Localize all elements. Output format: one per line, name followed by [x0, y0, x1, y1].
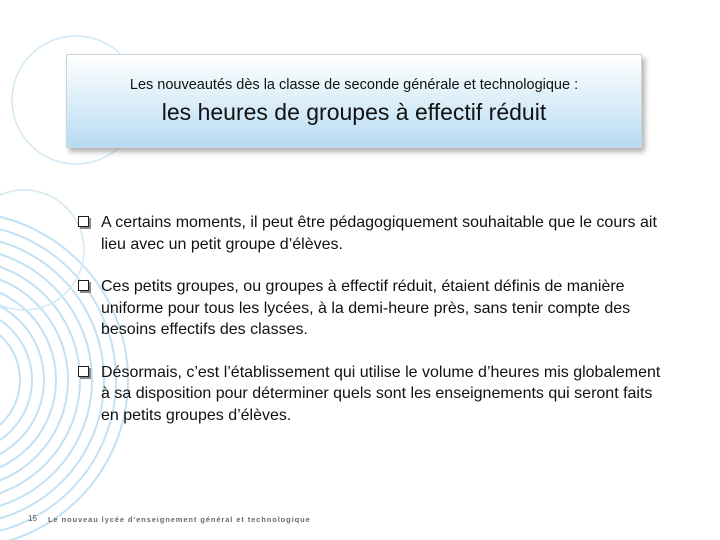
footer-text: Le nouveau lycée d'enseignement général et technologique	[48, 515, 311, 524]
bullet-text: A certains moments, il peut être pédagogiquement souhaitable que le cours ait lieu avec un petit groupe d’élèves.	[101, 214, 657, 253]
title-box	[66, 54, 642, 148]
checkbox-bullet-icon	[78, 216, 89, 227]
page-number: 15	[28, 514, 37, 523]
bullet-item	[78, 362, 668, 427]
bullet-item	[78, 276, 668, 341]
bullet-list	[78, 212, 668, 447]
slide-supertitle: Les nouveautés dès la classe de seconde générale et technologique :	[129, 77, 579, 93]
checkbox-bullet-icon	[78, 366, 89, 377]
bullet-item	[78, 212, 668, 255]
slide-title: les heures de groupes à effectif réduit	[161, 99, 547, 125]
bullet-text: Ces petits groupes, ou groupes à effectif réduit, étaient définis de manière uniforme pour tous les lycées, à la demi-heure près, sans tenir compte des besoins effectifs des classes.	[101, 278, 631, 338]
bullet-text: Désormais, c’est l’établissement qui utilise le volume d’heures mis globalement à sa disposition pour déterminer quels sont les enseignements qui seront faits en petits groupes d’élèves.	[101, 363, 661, 424]
checkbox-bullet-icon	[78, 280, 89, 291]
